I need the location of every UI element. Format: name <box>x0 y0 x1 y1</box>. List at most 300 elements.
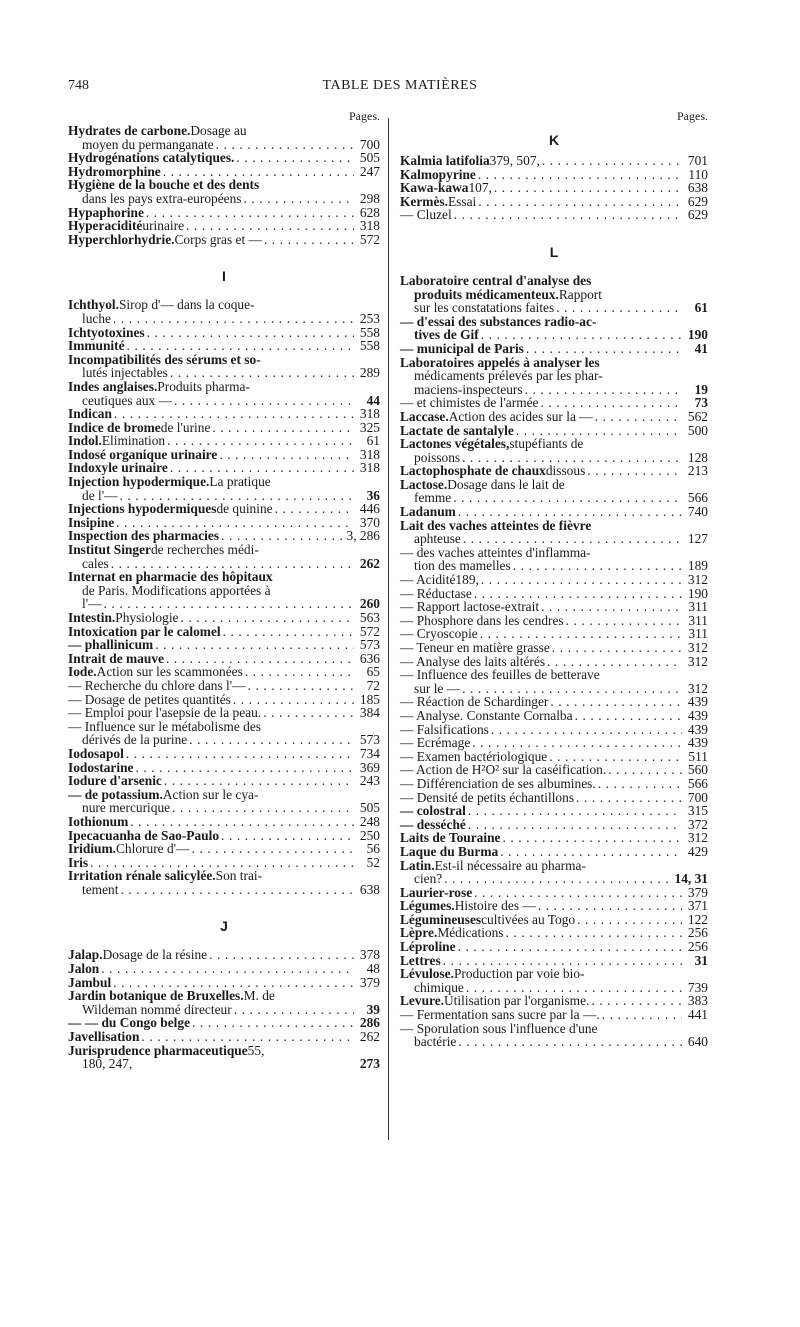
dot-leader <box>595 410 682 424</box>
dot-leader <box>598 777 682 791</box>
entry-line <box>68 815 380 829</box>
dot-leader <box>577 913 682 927</box>
index-entry <box>400 845 708 859</box>
page-ref: 39 <box>366 1001 380 1017</box>
page-ref: 122 <box>687 911 708 927</box>
entry-text: Laurier-rose <box>400 884 473 900</box>
index-entry <box>68 516 380 530</box>
entry-line <box>68 720 380 734</box>
index-entry <box>400 478 708 505</box>
index-entry <box>400 886 708 900</box>
index-entry <box>68 1030 380 1044</box>
entry-text: — Réductase <box>400 585 472 601</box>
page-ref: 558 <box>359 338 380 354</box>
entry-line <box>400 967 708 981</box>
entry-text: Iodostarine <box>68 759 134 775</box>
entry-line <box>68 394 380 408</box>
entry-text-regular: Corps gras et — <box>174 231 262 247</box>
page-ref: 312 <box>687 653 708 669</box>
entry-text: Légumineuses <box>400 911 482 927</box>
entry-line <box>68 448 380 462</box>
index-entry <box>400 723 708 737</box>
entry-text: — Action de H²O² sur la caséification. <box>400 762 607 778</box>
entry-text: Lactophosphate de chaux <box>400 463 546 479</box>
entry-text-regular: 379, 507, <box>489 153 540 168</box>
entry-text: Iodure d'arsenic <box>68 773 162 789</box>
index-entry <box>400 505 708 519</box>
page-ref: 256 <box>687 925 708 941</box>
page-ref: 262 <box>359 1029 380 1045</box>
dot-leader <box>126 747 354 761</box>
page-ref: 441 <box>687 1007 708 1023</box>
entry-text: — colostral <box>400 803 466 819</box>
entry-text: sur les constatations faites <box>414 300 555 316</box>
page-ref: 629 <box>687 207 708 223</box>
column-divider <box>388 118 389 1140</box>
page-ref: 505 <box>359 800 380 816</box>
entry-line <box>400 342 708 356</box>
entry-line <box>400 154 708 168</box>
entry-text: Iodosapol <box>68 745 124 761</box>
index-entry <box>400 831 708 845</box>
index-entry <box>400 342 708 356</box>
entry-text: nure mercurique <box>82 800 171 816</box>
page-ref: 558 <box>359 324 380 340</box>
page-ref: 505 <box>359 150 380 166</box>
dot-leader <box>135 761 354 775</box>
page-ref: 638 <box>687 180 708 196</box>
entry-text: — Phosphore dans les cendres <box>400 612 564 628</box>
entry-text: Laboratoire central d'analyse des <box>400 272 592 288</box>
entry-text: Institut Singer <box>68 542 151 558</box>
entry-line <box>68 665 380 679</box>
entry-line <box>68 475 380 489</box>
index-entry <box>68 206 380 220</box>
entry-text-regular: cultivées au Togo <box>481 911 576 927</box>
page-ref: 19 <box>694 381 708 397</box>
entry-text: de l'— <box>82 487 118 503</box>
entry-text: Indosé organique urinaire <box>68 446 218 462</box>
entry-line <box>400 994 708 1008</box>
page-ref: 511 <box>688 748 708 764</box>
entry-line <box>400 723 708 737</box>
entry-text-regular: Dosage dans le lait de <box>447 476 565 492</box>
entry-text: — Réaction de Schardinger <box>400 694 549 710</box>
index-entry <box>400 641 708 655</box>
entry-line <box>400 818 708 832</box>
page-ref: 61 <box>694 300 708 316</box>
entry-line <box>68 570 380 584</box>
entry-text: Jardin botanique de Bruxelles. <box>68 988 244 1004</box>
page-ref: 312 <box>687 830 708 846</box>
entry-line <box>400 1035 708 1049</box>
entry-text-regular: Physiologie <box>115 610 179 625</box>
page-ref: 439 <box>687 707 708 723</box>
entry-text: moyen du permanganate <box>82 136 214 152</box>
entry-text: maciens-inspecteurs <box>414 381 523 397</box>
dot-leader <box>454 208 682 222</box>
index-entry <box>68 976 380 990</box>
page-ref: 383 <box>687 993 708 1009</box>
index-entry <box>400 573 708 587</box>
index-entry <box>68 461 380 475</box>
entry-line <box>400 777 708 791</box>
index-entry <box>68 298 380 325</box>
index-entry <box>400 274 708 315</box>
entry-line <box>400 559 708 573</box>
index-entry <box>400 464 708 478</box>
page-ref: 243 <box>359 773 380 789</box>
entry-text-regular: Est-il nécessaire au pharma- <box>434 857 586 873</box>
index-entry <box>400 940 708 954</box>
index-entry <box>68 543 380 570</box>
entry-text: Laboratoires appelés à analyser les <box>400 354 600 370</box>
dot-leader <box>547 655 682 669</box>
entry-text-regular: stupéfiants de <box>509 436 584 452</box>
entry-line <box>68 178 380 192</box>
page-ref: 429 <box>687 843 708 859</box>
entry-text: — Analyse. Constante Cornalba <box>400 707 573 723</box>
entry-text: — municipal de Paris <box>400 340 524 356</box>
page-ref: 127 <box>687 531 708 547</box>
dot-leader <box>236 151 354 165</box>
page-ref: 312 <box>687 572 708 588</box>
entry-text: — phallinicum <box>68 637 154 653</box>
page-ref: 439 <box>687 694 708 710</box>
dot-leader <box>550 695 682 709</box>
page-ref: 311 <box>688 612 708 628</box>
entry-text: Javellisation <box>68 1029 140 1045</box>
entry-text: tement <box>82 881 119 897</box>
entry-text: — Densité de petits échantillons <box>400 789 575 805</box>
entry-line <box>68 219 380 233</box>
page-ref: 384 <box>359 705 380 721</box>
entry-line <box>400 750 708 764</box>
page-ref: 185 <box>359 691 380 707</box>
entry-line <box>400 451 708 465</box>
index-entry <box>68 475 380 502</box>
entry-line <box>68 421 380 435</box>
entry-line <box>68 1030 380 1044</box>
index-entry <box>400 168 708 182</box>
entry-text-regular: urinaire <box>142 218 185 234</box>
entry-text: Iris <box>68 854 89 870</box>
index-entry <box>400 695 708 709</box>
page-ref: 311 <box>688 626 708 642</box>
entry-line <box>400 682 708 696</box>
dot-leader <box>474 886 682 900</box>
page-ref: 566 <box>687 775 708 791</box>
index-entry <box>400 899 708 913</box>
entry-line <box>68 883 380 897</box>
entry-line <box>68 192 380 206</box>
entry-text-regular: Action des acides sur la — <box>448 408 593 424</box>
entry-text-regular: Production par voie bio- <box>453 966 585 982</box>
page-ref: 311 <box>688 599 708 615</box>
entry-text: — Dosage de petites quantités <box>68 691 231 707</box>
index-entry <box>400 954 708 968</box>
entry-line <box>400 709 708 723</box>
dot-leader <box>113 976 354 990</box>
index-entry <box>68 326 380 340</box>
page-ref: 253 <box>359 310 380 326</box>
entry-line <box>68 543 380 557</box>
index-entry <box>68 353 380 380</box>
dot-leader <box>216 138 354 152</box>
entry-text: Indican <box>68 406 112 422</box>
entry-text: cales <box>82 555 109 571</box>
index-entry <box>400 926 708 940</box>
index-entry <box>68 570 380 611</box>
index-entry <box>400 587 708 601</box>
dot-leader <box>575 709 682 723</box>
index-entry <box>68 829 380 843</box>
dot-leader <box>516 424 682 438</box>
page-ref: 739 <box>687 979 708 995</box>
entry-line <box>68 856 380 870</box>
index-entry <box>400 519 708 546</box>
entry-text: chimique <box>414 979 464 995</box>
entry-line <box>68 774 380 788</box>
page-ref: 318 <box>359 218 380 234</box>
entry-line <box>68 652 380 666</box>
entry-text: — Falsifications <box>400 721 489 737</box>
page-ref: 370 <box>359 514 380 530</box>
entry-line <box>68 747 380 761</box>
section-letter: L <box>549 243 559 260</box>
dot-leader <box>221 529 344 543</box>
index-entry <box>68 652 380 666</box>
entry-text: cien? <box>414 871 443 887</box>
entry-line <box>68 461 380 475</box>
entry-line <box>400 954 708 968</box>
entry-text: Hyperchlorhydrie. <box>68 231 175 247</box>
index-entry <box>68 339 380 353</box>
entry-line <box>68 638 380 652</box>
page-ref: 65 <box>366 664 380 680</box>
entry-line <box>400 437 708 451</box>
entry-line <box>68 976 380 990</box>
dot-leader <box>111 557 354 571</box>
page-ref: 740 <box>687 504 708 520</box>
entry-line <box>68 842 380 856</box>
entry-line <box>68 434 380 448</box>
entry-line <box>68 761 380 775</box>
index-entry <box>400 600 708 614</box>
entry-text: Lettres <box>400 952 441 968</box>
dot-leader <box>192 1016 354 1030</box>
entry-text: Ichtyotoxines <box>68 324 145 340</box>
dot-leader <box>181 611 355 625</box>
entry-line <box>400 981 708 995</box>
entry-text: — Emploi pour l'asepsie de la peau. <box>68 705 262 721</box>
page-ref: 250 <box>359 827 380 843</box>
page-ref: 128 <box>687 449 708 465</box>
page-ref: 636 <box>359 650 380 666</box>
dot-leader <box>525 383 682 397</box>
entry-text-regular: Dosage de la résine <box>102 947 208 963</box>
entry-line <box>68 625 380 639</box>
entry-line <box>400 627 708 641</box>
index-entry <box>68 747 380 761</box>
dot-leader <box>167 434 354 448</box>
entry-line <box>400 695 708 709</box>
entry-text: Lactose. <box>400 476 448 492</box>
dot-leader <box>462 682 682 696</box>
entry-line <box>400 168 708 182</box>
entry-line <box>68 380 380 394</box>
index-entry <box>68 948 380 962</box>
dot-leader <box>602 1008 682 1022</box>
dot-leader <box>172 801 354 815</box>
page-ref: 734 <box>359 745 380 761</box>
entry-text: — Cryoscopie <box>400 626 478 642</box>
entry-text-regular: dissous <box>545 463 586 479</box>
page-ref: 56 <box>366 841 380 857</box>
dot-leader <box>576 791 682 805</box>
entry-text: Ipecacuanha de Sao-Paulo <box>68 827 220 843</box>
index-entry <box>68 761 380 775</box>
page-ref: 572 <box>359 231 380 247</box>
entry-text: — Influence des feuilles de betterave <box>400 667 600 683</box>
page-ref: 189 <box>687 558 708 574</box>
entry-text: produits médicamenteux. <box>414 286 559 302</box>
entry-line <box>400 736 708 750</box>
entry-text: Jalap. <box>68 947 103 963</box>
entry-line <box>400 600 708 614</box>
dot-leader <box>556 301 682 315</box>
page-ref: 260 <box>359 596 380 612</box>
entry-line <box>400 288 708 302</box>
dot-leader <box>444 872 672 886</box>
dot-leader <box>186 219 354 233</box>
entry-line <box>68 679 380 693</box>
page-ref: 446 <box>359 501 380 517</box>
page-ref: 262 <box>359 555 380 571</box>
page-ref: 247 <box>359 163 380 179</box>
entry-text: — Examen bactériologique <box>400 748 548 764</box>
entry-line <box>400 274 708 288</box>
dot-leader <box>468 804 682 818</box>
entry-text: Indol. <box>68 433 102 449</box>
index-entry <box>400 736 708 750</box>
entry-text: Indes anglaises. <box>68 378 158 394</box>
index-entry <box>400 804 708 818</box>
entry-text: Lactones végétales, <box>400 436 510 452</box>
index-entry <box>68 165 380 179</box>
entry-text: dérivés de la purine <box>82 732 188 748</box>
entry-text-regular: Chlorure d'— <box>116 841 190 857</box>
entry-text-regular: La pratique <box>209 474 271 490</box>
entry-line <box>400 641 708 655</box>
dot-leader <box>542 154 682 168</box>
page-ref: 315 <box>687 803 708 819</box>
entry-text: Ladanum <box>400 504 456 520</box>
entry-line <box>400 478 708 492</box>
entry-text-regular: Rapport <box>558 286 602 302</box>
index-entry <box>400 818 708 832</box>
index-entry <box>400 181 708 195</box>
page-ref: 640 <box>687 1034 708 1050</box>
page-ref: 41 <box>694 340 708 356</box>
entry-text: — Acidité <box>400 572 456 588</box>
entry-text-regular: Sirop d'— dans la coque- <box>118 297 255 313</box>
entry-text: Hydrogénations catalytiques. <box>68 150 235 166</box>
entry-text: Laccase. <box>400 408 449 424</box>
entry-line <box>68 489 380 503</box>
index-entry <box>400 315 708 342</box>
entry-line <box>68 165 380 179</box>
entry-line <box>68 584 380 598</box>
entry-text: Injection hypodermique. <box>68 474 210 490</box>
dot-leader <box>587 464 682 478</box>
index-entry <box>400 154 708 168</box>
entry-line <box>400 1022 708 1036</box>
page-ref: 500 <box>687 422 708 438</box>
entry-text: Lévulose. <box>400 966 454 982</box>
dot-leader <box>538 899 682 913</box>
entry-text: — — du Congo belge <box>68 1015 191 1031</box>
index-entry <box>400 1008 708 1022</box>
dot-leader <box>458 1035 682 1049</box>
entry-line <box>400 614 708 628</box>
dot-leader <box>221 829 354 843</box>
entry-line <box>68 1057 380 1071</box>
entry-text-regular: Action sur le cya- <box>162 786 259 802</box>
page-ref: 52 <box>366 854 380 870</box>
index-entry <box>68 774 380 788</box>
entry-line <box>400 573 708 587</box>
page-ref: 439 <box>687 735 708 751</box>
section-letter: J <box>220 918 228 935</box>
index-entry <box>400 208 708 222</box>
index-entry <box>400 859 708 886</box>
dot-leader <box>209 948 354 962</box>
entry-line <box>68 829 380 843</box>
entry-line <box>68 597 380 611</box>
entry-line <box>400 491 708 505</box>
entry-line <box>68 339 380 353</box>
entry-line <box>68 801 380 815</box>
entry-text: luche <box>82 310 111 326</box>
index-entry <box>68 679 380 693</box>
index-entry <box>400 709 708 723</box>
entry-line <box>68 366 380 380</box>
dot-leader <box>170 461 354 475</box>
entry-text: lutés injectables <box>82 365 168 381</box>
page-ref: 378 <box>359 947 380 963</box>
index-entry <box>68 233 380 247</box>
entry-line <box>400 396 708 410</box>
entry-text-regular: Action sur les scammonées <box>96 664 243 680</box>
dot-leader <box>147 326 354 340</box>
entry-line <box>400 668 708 682</box>
entry-line <box>68 407 380 421</box>
index-entry <box>68 693 380 707</box>
index-entry <box>68 638 380 652</box>
index-entry <box>68 421 380 435</box>
entry-text-regular: Histoire des — <box>454 898 536 914</box>
entry-line <box>400 369 708 383</box>
entry-line <box>400 1008 708 1022</box>
dot-leader <box>462 451 682 465</box>
dot-leader <box>552 641 682 655</box>
page-ref: 289 <box>359 365 380 381</box>
entry-text: poissons <box>414 449 461 465</box>
entry-text: Immunité <box>68 338 125 354</box>
entry-text-regular: M. de <box>243 988 275 1004</box>
dot-leader <box>141 1030 354 1044</box>
